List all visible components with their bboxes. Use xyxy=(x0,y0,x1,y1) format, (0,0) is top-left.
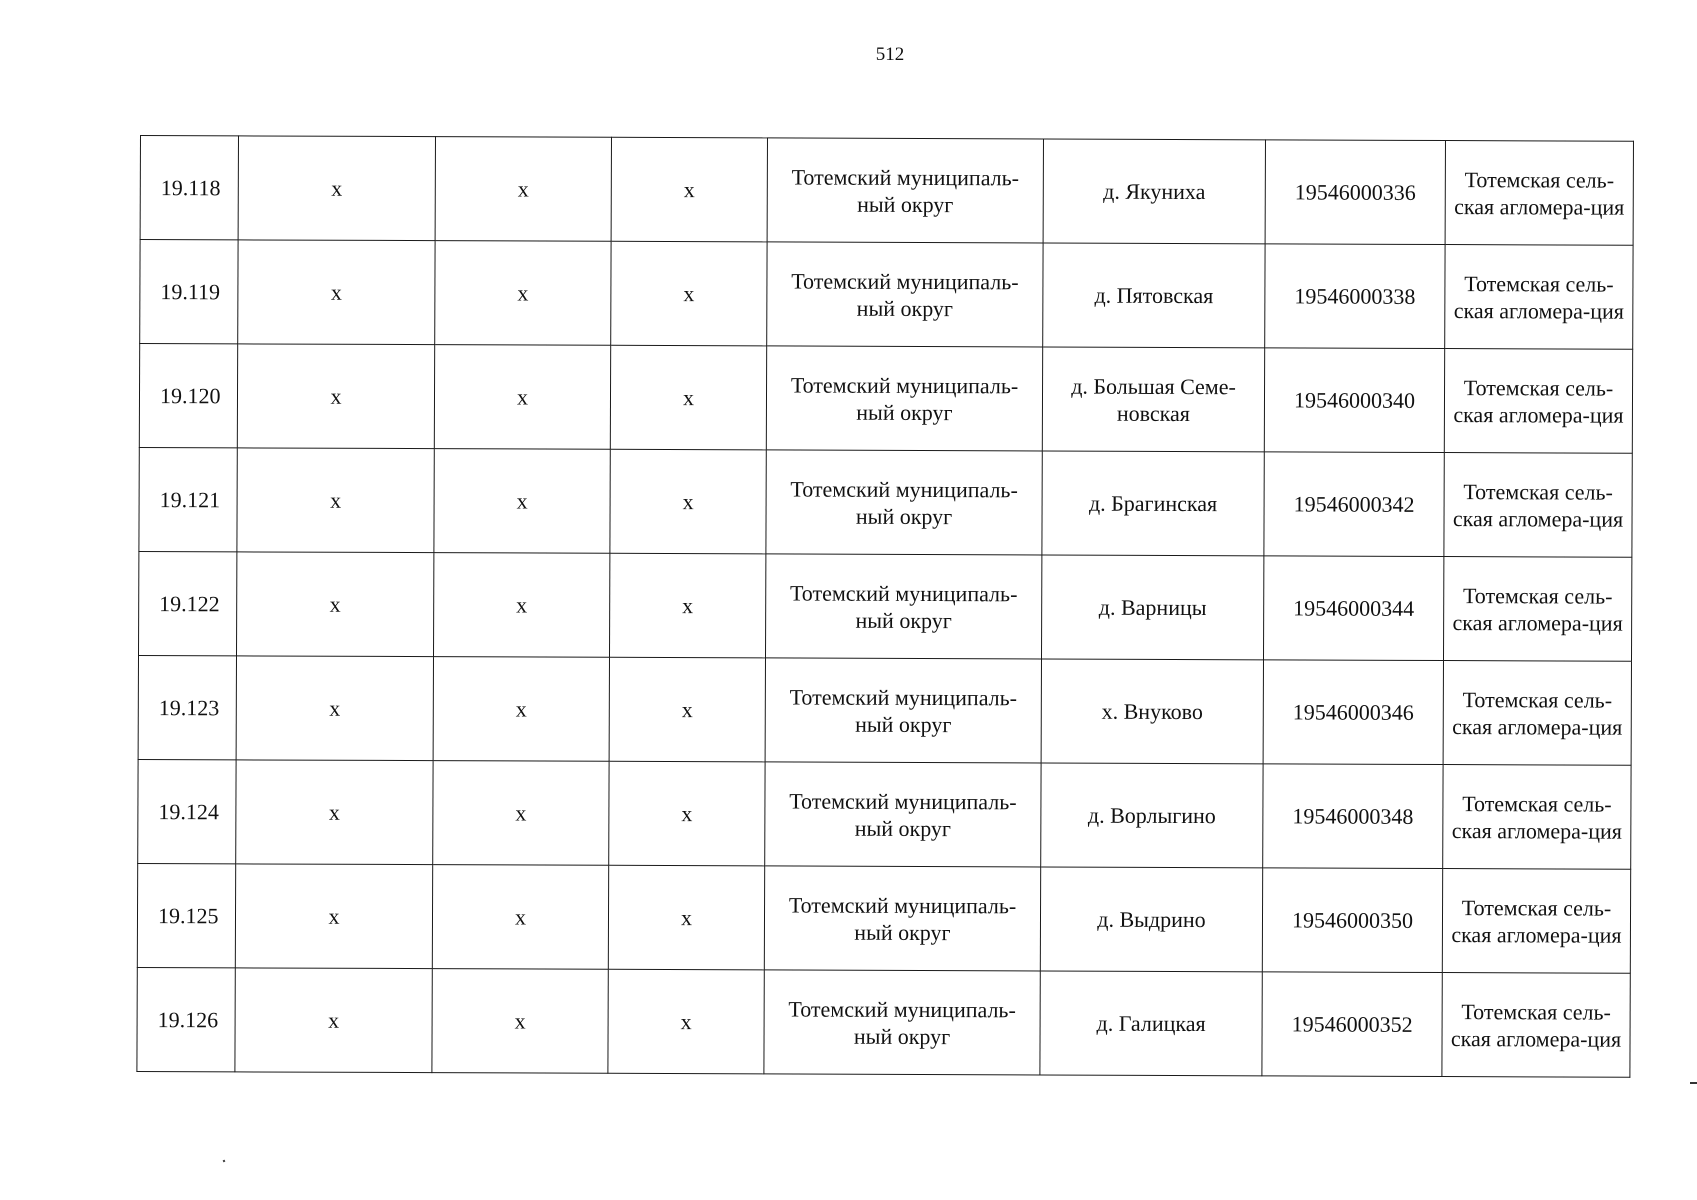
table-row xyxy=(140,136,1633,246)
cell-oktmo-code: 19546000346 xyxy=(1263,660,1443,765)
table-row xyxy=(137,863,1630,973)
cell-row-number: 19.124 xyxy=(138,759,236,863)
cell-col2-mark: x xyxy=(237,552,434,657)
cell-agglomeration: Тотемская сель-ская агломера-ция xyxy=(1444,349,1632,454)
table-row xyxy=(139,551,1632,661)
scan-speck xyxy=(223,1160,226,1163)
cell-municipal-district: Тотемский муниципаль-ный округ xyxy=(767,138,1043,243)
cell-municipal-district: Тотемский муниципаль-ный округ xyxy=(764,970,1040,1075)
cell-col3-mark: x xyxy=(433,553,609,658)
cell-agglomeration: Тотемская сель-ская агломера-ция xyxy=(1442,869,1630,974)
cell-col2-mark: x xyxy=(236,760,433,865)
cell-row-number: 19.123 xyxy=(138,655,236,759)
cell-col2-mark: x xyxy=(238,136,435,241)
cell-settlement: д. Галицкая xyxy=(1040,971,1262,1076)
cell-col4-mark: x xyxy=(610,449,766,554)
cell-col4-mark: x xyxy=(608,969,764,1074)
table-row xyxy=(138,655,1631,765)
cell-col3-mark: x xyxy=(433,761,609,866)
cell-col4-mark: x xyxy=(609,553,765,658)
cell-municipal-district: Тотемский муниципаль-ный округ xyxy=(766,346,1042,451)
cell-oktmo-code: 19546000350 xyxy=(1262,868,1442,973)
cell-col3-mark: x xyxy=(434,449,610,554)
cell-oktmo-code: 19546000344 xyxy=(1263,556,1443,661)
cell-agglomeration: Тотемская сель-ская агломера-ция xyxy=(1443,765,1631,870)
cell-col3-mark: x xyxy=(435,137,611,242)
cell-oktmo-code: 19546000352 xyxy=(1262,972,1442,1077)
cell-oktmo-code: 19546000338 xyxy=(1265,244,1445,349)
cell-agglomeration: Тотемская сель-ская агломера-ция xyxy=(1443,557,1631,662)
cell-settlement: д. Выдрино xyxy=(1040,867,1262,972)
cell-agglomeration: Тотемская сель-ская агломера-ция xyxy=(1444,453,1632,558)
cell-col4-mark: x xyxy=(611,241,767,346)
cell-col4-mark: x xyxy=(608,865,764,970)
cell-oktmo-code: 19546000342 xyxy=(1264,452,1444,557)
cell-settlement: д. Варницы xyxy=(1041,555,1263,660)
cell-col3-mark: x xyxy=(434,345,610,450)
cell-col4-mark: x xyxy=(609,657,765,762)
cell-row-number: 19.125 xyxy=(137,863,235,967)
cell-oktmo-code: 19546000336 xyxy=(1265,140,1445,245)
scan-speck xyxy=(1690,1082,1697,1084)
cell-row-number: 19.118 xyxy=(140,136,238,240)
table-row xyxy=(138,759,1631,869)
cell-settlement: д. Ворлыгино xyxy=(1041,763,1263,868)
cell-oktmo-code: 19546000340 xyxy=(1264,348,1444,453)
registry-sheet xyxy=(136,135,1634,1078)
cell-agglomeration: Тотемская сель-ская агломера-ция xyxy=(1445,141,1633,246)
cell-agglomeration: Тотемская сель-ская агломера-ция xyxy=(1442,973,1630,1078)
cell-col3-mark: x xyxy=(432,969,608,1074)
cell-row-number: 19.119 xyxy=(140,240,238,344)
cell-settlement: х. Внуково xyxy=(1041,659,1263,764)
cell-municipal-district: Тотемский муниципаль-ный округ xyxy=(764,866,1040,971)
cell-col3-mark: x xyxy=(433,657,609,762)
table-row xyxy=(139,447,1632,557)
cell-row-number: 19.126 xyxy=(137,967,235,1071)
cell-col2-mark: x xyxy=(237,344,434,449)
cell-col4-mark: x xyxy=(609,761,765,866)
cell-agglomeration: Тотемская сель-ская агломера-ция xyxy=(1443,661,1631,766)
cell-col2-mark: x xyxy=(236,656,433,761)
cell-settlement: д. Большая Семе-новская xyxy=(1042,347,1264,452)
cell-municipal-district: Тотемский муниципаль-ный округ xyxy=(767,242,1043,347)
table-row xyxy=(139,344,1632,454)
cell-agglomeration: Тотемская сель-ская агломера-ция xyxy=(1445,245,1633,350)
table-row xyxy=(140,240,1633,350)
cell-settlement: д. Пятовская xyxy=(1043,243,1265,348)
registry-table xyxy=(136,135,1634,1078)
cell-col2-mark: x xyxy=(237,448,434,553)
cell-settlement: д. Якуниха xyxy=(1043,139,1265,244)
page-number: 512 xyxy=(875,44,905,65)
cell-municipal-district: Тотемский муниципаль-ный округ xyxy=(765,554,1041,659)
cell-col3-mark: x xyxy=(432,865,608,970)
cell-settlement: д. Брагинская xyxy=(1042,451,1264,556)
cell-col4-mark: x xyxy=(610,345,766,450)
cell-municipal-district: Тотемский муниципаль-ный округ xyxy=(766,450,1042,555)
cell-municipal-district: Тотемский муниципаль-ный округ xyxy=(765,762,1041,867)
cell-row-number: 19.122 xyxy=(139,551,237,655)
cell-col2-mark: x xyxy=(235,864,432,969)
table-row xyxy=(137,967,1630,1077)
cell-col4-mark: x xyxy=(611,137,767,242)
cell-col2-mark: x xyxy=(235,968,432,1073)
registry-table-body xyxy=(137,136,1634,1078)
cell-municipal-district: Тотемский муниципаль-ный округ xyxy=(765,658,1041,763)
cell-row-number: 19.120 xyxy=(139,344,237,448)
cell-oktmo-code: 19546000348 xyxy=(1263,764,1443,869)
cell-row-number: 19.121 xyxy=(139,447,237,551)
cell-col3-mark: x xyxy=(435,241,611,346)
cell-col2-mark: x xyxy=(238,240,435,345)
